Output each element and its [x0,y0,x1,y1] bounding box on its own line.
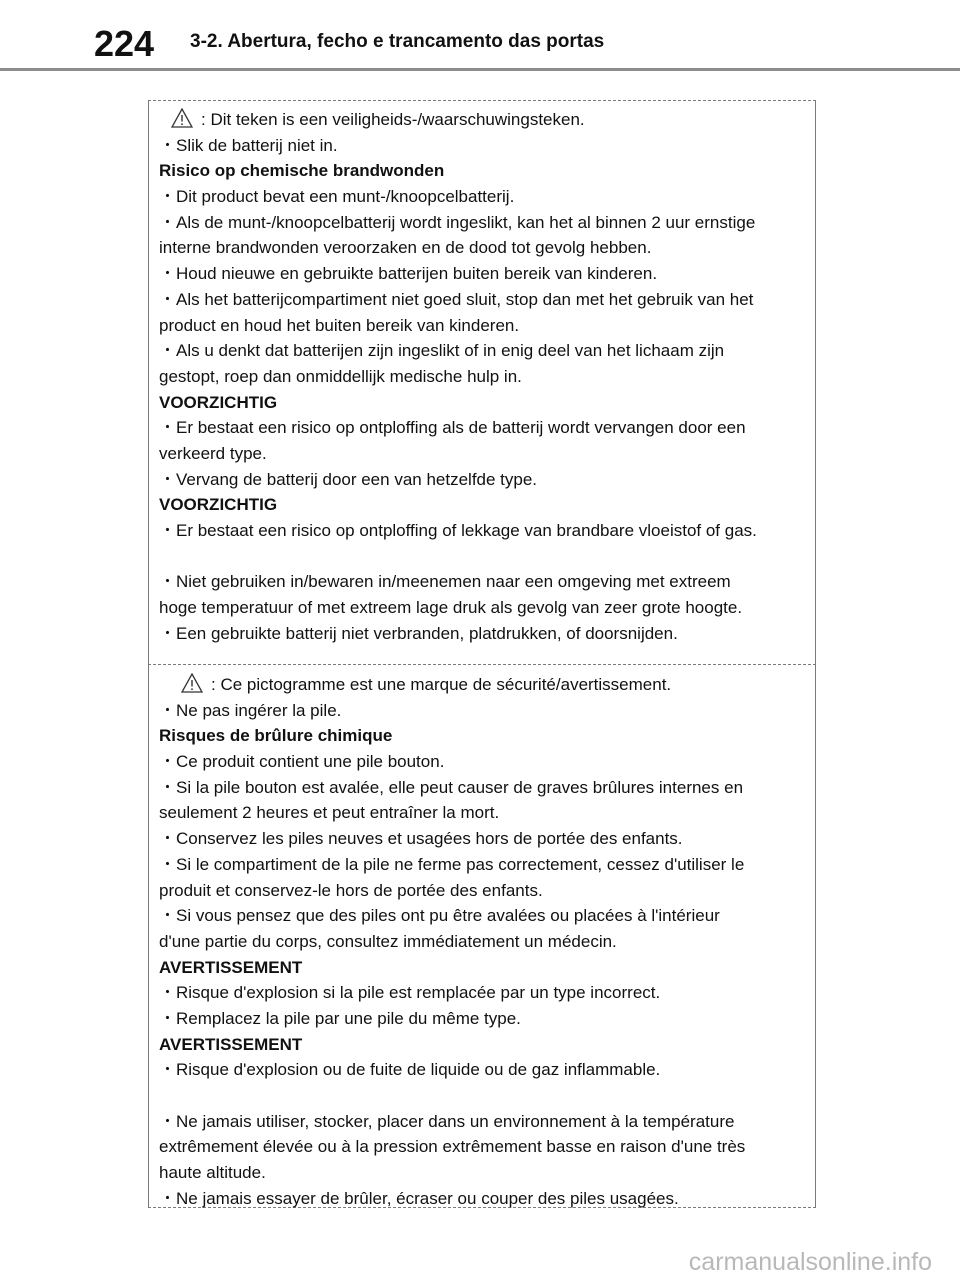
french-line: seulement 2 heures et peut entraîner la mort. [159,803,500,823]
dutch-line: ・Niet gebruiken in/bewaren in/meenemen naar een omgeving met extreem [159,572,731,592]
dutch-warning-box [148,100,816,664]
dutch-line: ・Een gebruikte batterij niet verbranden, platdrukken, of doorsnijden. [159,623,678,643]
dutch-line: interne brandwonden veroorzaken en de dood tot gevolg hebben. [159,238,652,258]
header-rule [0,68,960,71]
french-line: produit et conservez-le hors de portée des enfants. [159,880,543,900]
french-warning-symbol-line [159,672,805,698]
french-line: ・Remplacez la pile par une pile du même type. [159,1008,521,1028]
french-line: ・Ne jamais utiliser, stocker, placer dans un environnement à la température [159,1111,735,1131]
dutch-line: hoge temperatuur of met extreem lage druk als gevolg van zeer grote hoogte. [159,598,743,618]
french-warning-text [159,672,805,1211]
dutch-heading-chemical-burns: Risico op chemische brandwonden [159,161,445,181]
page-number: 224 [94,23,155,64]
dutch-line: verkeerd type. [159,443,267,463]
dutch-heading-caution: VOORZICHTIG [159,392,278,412]
french-line: ・Ce produit contient une pile bouton. [159,752,445,772]
blank-line [159,1083,805,1109]
dutch-line: gestopt, roep dan onmiddellijk medische hulp in. [159,366,522,386]
french-line: haute altitude. [159,1163,266,1183]
dutch-warning-symbol-label: : Dit teken is een veiligheids-/waarschuwingsteken. [201,110,585,129]
dutch-line: ・Als het batterijcompartiment niet goed sluit, stop dan met het gebruik van het [159,289,754,309]
french-warning-symbol-label: : Ce pictogramme est une marque de sécurité/avertissement. [211,675,672,694]
dutch-warning-text [159,107,805,646]
french-line: ・Si vous pensez que des piles ont pu être avalées ou placées à l'intérieur [159,906,720,926]
french-heading-warning: AVERTISSEMENT [159,1034,303,1054]
dutch-line: ・Als de munt-/knoopcelbatterij wordt ingeslikt, kan het al binnen 2 uur ernstige [159,212,756,232]
dutch-line: product en houd het buiten bereik van kinderen. [159,315,520,335]
french-line: ・Si le compartiment de la pile ne ferme pas correctement, cessez d'utiliser le [159,854,745,874]
dutch-line: ・Vervang de batterij door een van hetzelfde type. [159,469,538,489]
french-heading-chemical-burns: Risques de brûlure chimique [159,726,393,746]
french-line: ・Risque d'explosion si la pile est remplacée par un type incorrect. [159,983,661,1003]
dutch-warning-symbol-line [159,107,805,133]
warning-triangle-icon [171,108,193,128]
blank-line [159,544,805,570]
french-line: ・Si la pile bouton est avalée, elle peut causer de graves brûlures internes en [159,777,744,797]
warning-triangle-icon [181,673,203,693]
dutch-line: ・Slik de batterij niet in. [159,135,338,155]
french-line: ・Ne pas ingérer la pile. [159,700,342,720]
dutch-line: ・Dit product bevat een munt-/knoopcelbatterij. [159,187,515,207]
french-line: ・Ne jamais essayer de brûler, écraser ou couper des piles usagées. [159,1188,679,1208]
dutch-line: ・Er bestaat een risico op ontploffing of lekkage van brandbare vloeistof of gas. [159,521,757,540]
page-header [0,0,960,72]
french-line: ・Conservez les piles neuves et usagées hors de portée des enfants. [159,829,683,849]
dutch-line: ・Houd nieuwe en gebruikte batterijen buiten bereik van kinderen. [159,264,658,284]
section-title: 3-2. Abertura, fecho e trancamento das portas [190,31,605,52]
french-line: ・Risque d'explosion ou de fuite de liquide ou de gaz inflammable. [159,1060,661,1080]
dutch-line: ・Er bestaat een risico op ontploffing als de batterij wordt vervangen door een [159,418,746,438]
dutch-heading-caution: VOORZICHTIG [159,495,278,515]
french-line: extrêmement élevée ou à la pression extrêmement basse en raison d'une très [159,1137,746,1157]
watermark: carmanualsonline.info [688,1248,932,1276]
french-warning-box [148,664,816,1208]
dutch-line: ・Als u denkt dat batterijen zijn ingeslikt of in enig deel van het lichaam zijn [159,341,725,361]
french-heading-warning: AVERTISSEMENT [159,957,303,977]
french-line: d'une partie du corps, consultez immédiatement un médecin. [159,931,617,951]
